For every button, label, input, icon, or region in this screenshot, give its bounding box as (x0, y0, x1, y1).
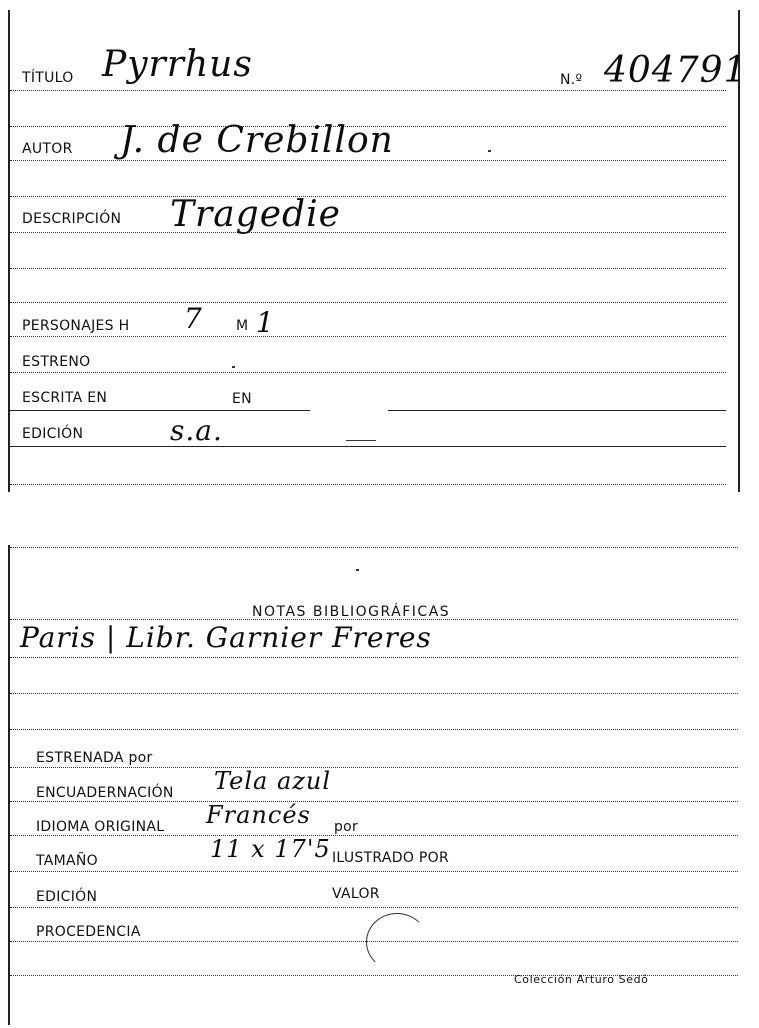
ink-speck (232, 366, 235, 368)
row-rule (10, 801, 738, 802)
idioma-por-label: por (334, 819, 359, 835)
idioma-label: IDIOMA ORIGINAL (36, 819, 165, 835)
notas-value: Paris | Libr. Garnier Freres (20, 621, 432, 654)
row-rule (10, 767, 738, 768)
row-rule (10, 336, 726, 337)
row-rule (388, 410, 726, 411)
encuadernacion-value: Tela azul (214, 767, 332, 795)
numero-label: N.º (560, 72, 583, 88)
procedencia-label: PROCEDENCIA (36, 924, 141, 940)
ink-speck (356, 569, 359, 571)
row-rule (10, 547, 738, 548)
row-rule (10, 268, 726, 269)
row-rule (10, 835, 738, 836)
row-rule (10, 871, 738, 872)
personajes-h-value: 7 (184, 302, 203, 335)
row-rule (10, 302, 726, 303)
descripcion-label: DESCRIPCIÓN (22, 211, 122, 227)
estrenada-label: ESTRENADA por (36, 750, 153, 766)
row-rule (10, 446, 726, 447)
catalog-card-front (8, 10, 748, 492)
valor-label: VALOR (332, 886, 380, 902)
autor-label: AUTOR (22, 141, 73, 157)
titulo-value: Pyrrhus (102, 44, 253, 85)
stamp-mark (366, 913, 428, 971)
personajes-m-label: M (236, 318, 249, 334)
escrita-en-label: ESCRITA EN (22, 390, 108, 406)
row-rule (10, 484, 726, 485)
encuadernacion-label: ENCUADERNACIÓN (36, 785, 174, 801)
ink-speck (346, 440, 376, 441)
edicion-value: s.a. (170, 414, 223, 447)
coleccion-label: Colección Arturo Sedó (514, 973, 649, 986)
idioma-value: Francés (206, 801, 311, 829)
notas-label: NOTAS BIBLIOGRÁFICAS (252, 604, 451, 620)
personajes-label: PERSONAJES H (22, 318, 130, 334)
edicion-back-label: EDICIÓN (36, 889, 98, 905)
ink-speck (488, 150, 491, 152)
escrita-en2-label: EN (232, 391, 252, 407)
row-rule (10, 410, 310, 411)
row-rule (10, 657, 738, 658)
row-rule (10, 729, 738, 730)
descripcion-value: Tragedie (170, 194, 341, 235)
titulo-label: TÍTULO (22, 70, 74, 86)
catalog-card-back (8, 545, 738, 1025)
personajes-m-value: 1 (256, 306, 275, 339)
row-rule (10, 693, 738, 694)
row-rule (10, 372, 726, 373)
edicion-label: EDICIÓN (22, 426, 84, 442)
row-rule (10, 232, 726, 233)
autor-value: J. de Crebillon (120, 120, 394, 161)
tamano-value: 11 x 17'5 (210, 835, 331, 863)
numero-value: 404791 (604, 50, 748, 91)
row-rule (10, 907, 738, 908)
row-rule (10, 196, 726, 197)
estreno-label: ESTRENO (22, 354, 91, 370)
ilustrado-label: ILUSTRADO POR (332, 850, 449, 866)
tamano-label: TAMAÑO (36, 853, 98, 869)
